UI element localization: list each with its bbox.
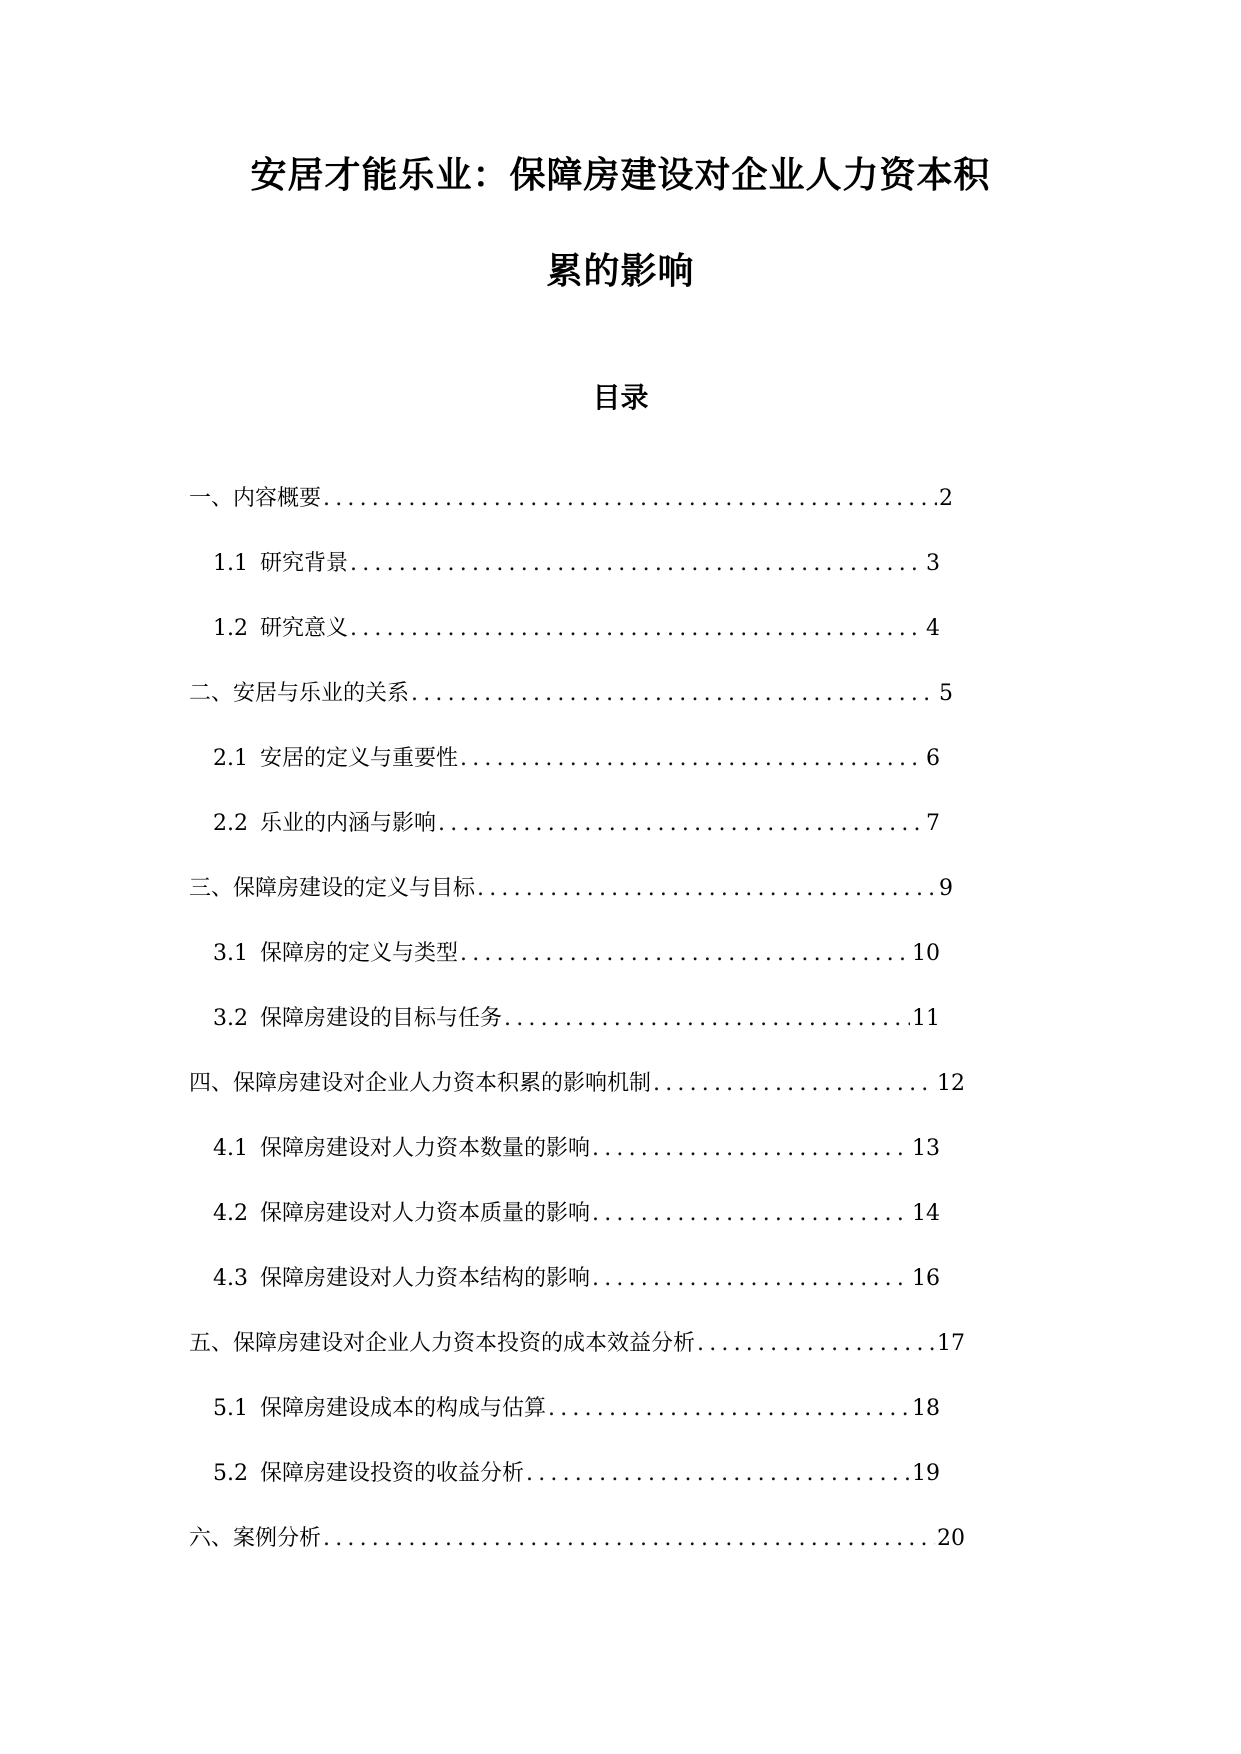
toc-entry-page: 12: [937, 1071, 965, 1096]
toc-entry-label: 研究背景: [260, 551, 349, 576]
toc-entry[interactable]: [213, 1394, 940, 1424]
toc-dot-leader: [323, 484, 937, 514]
toc-entry-label: 保障房建设的目标与任务: [260, 1006, 503, 1031]
toc-entry-page: 17: [937, 1331, 965, 1356]
toc-entry-label: 乐业的内涵与影响: [260, 811, 437, 836]
toc-entry[interactable]: [189, 679, 953, 709]
toc-entry-page: 14: [912, 1201, 940, 1226]
toc-entry-label: 六、案例分析: [189, 1526, 322, 1551]
toc-entry[interactable]: [213, 744, 940, 774]
toc-heading: 目录: [592, 381, 649, 414]
toc-entry-page: 4: [926, 616, 940, 641]
toc-entry-label: 保障房的定义与类型: [260, 941, 459, 966]
toc-dot-leader: [460, 939, 910, 969]
toc-dot-leader: [350, 549, 924, 579]
toc-entry-label: 二、安居与乐业的关系: [189, 681, 410, 706]
toc-entry-number: 2.1: [213, 746, 248, 771]
toc-entry[interactable]: [189, 874, 953, 904]
toc-entry[interactable]: [189, 1069, 965, 1099]
toc-dot-leader: [592, 1264, 910, 1294]
toc-dot-leader: [548, 1394, 910, 1424]
toc-entry-page: 16: [912, 1266, 940, 1291]
toc-entry[interactable]: [213, 1459, 940, 1489]
toc-entry-page: 3: [926, 551, 940, 576]
toc-entry-page: 20: [937, 1526, 965, 1551]
toc-dot-leader: [504, 1004, 910, 1034]
toc-entry-page: 19: [912, 1461, 940, 1486]
toc-entry-number: 4.2: [213, 1201, 248, 1226]
toc-entry-number: 1.2: [213, 616, 248, 641]
toc-entry[interactable]: [213, 939, 940, 969]
toc-entry-page: 7: [926, 811, 940, 836]
toc-entry[interactable]: [213, 809, 940, 839]
toc-entry-page: 18: [912, 1396, 940, 1421]
toc-dot-leader: [526, 1459, 910, 1489]
toc-entry[interactable]: [213, 1134, 940, 1164]
toc-dot-leader: [350, 614, 924, 644]
toc-entry-number: 5.2: [213, 1461, 248, 1486]
toc-entry-label: 保障房建设对人力资本质量的影响: [260, 1201, 591, 1226]
toc-entry-number: 3.1: [213, 941, 248, 966]
toc-entry-number: 5.1: [213, 1396, 248, 1421]
toc-dot-leader: [460, 744, 924, 774]
toc-entry-number: 1.1: [213, 551, 248, 576]
toc-entry-label: 五、保障房建设对企业人力资本投资的成本效益分析: [189, 1331, 696, 1356]
toc-dot-leader: [411, 679, 937, 709]
toc-dot-leader: [592, 1199, 910, 1229]
toc-dot-leader: [438, 809, 924, 839]
toc-entry[interactable]: [213, 1264, 940, 1294]
toc-entry-label: 保障房建设投资的收益分析: [260, 1461, 525, 1486]
toc-entry-label: 三、保障房建设的定义与目标: [189, 876, 476, 901]
toc-entry-number: 4.1: [213, 1136, 248, 1161]
toc-dot-leader: [477, 874, 937, 904]
toc-entry[interactable]: [213, 614, 940, 644]
toc-entry-label: 保障房建设对人力资本结构的影响: [260, 1266, 591, 1291]
toc-entry-label: 保障房建设成本的构成与估算: [260, 1396, 547, 1421]
toc-entry-label: 四、保障房建设对企业人力资本积累的影响机制: [189, 1071, 652, 1096]
toc-entry-page: 11: [912, 1006, 940, 1031]
toc-entry-page: 10: [912, 941, 940, 966]
toc-entry-page: 9: [939, 876, 953, 901]
toc-entry[interactable]: [189, 1524, 965, 1554]
toc-entry-label: 研究意义: [260, 616, 349, 641]
toc-entry-number: 3.2: [213, 1006, 248, 1031]
document-title-line-2: 累的影响: [546, 251, 695, 292]
toc-entry[interactable]: [189, 484, 953, 514]
toc-entry[interactable]: [213, 1004, 940, 1034]
toc-entry-page: 6: [926, 746, 940, 771]
toc-entry-label: 保障房建设对人力资本数量的影响: [260, 1136, 591, 1161]
toc-dot-leader: [653, 1069, 935, 1099]
toc-entry-page: 13: [912, 1136, 940, 1161]
document-title-line-1: 安居才能乐业：保障房建设对企业人力资本积: [250, 155, 991, 196]
toc-entry-page: 5: [939, 681, 953, 706]
toc-entry-number: 2.2: [213, 811, 248, 836]
toc-entry-page: 2: [939, 486, 953, 511]
toc-entry-label: 安居的定义与重要性: [260, 746, 459, 771]
toc-dot-leader: [323, 1524, 935, 1554]
toc-entry[interactable]: [189, 1329, 965, 1359]
toc-entry[interactable]: [213, 1199, 940, 1229]
toc-entry-number: 4.3: [213, 1266, 248, 1291]
toc-entry[interactable]: [213, 549, 940, 579]
toc-dot-leader: [697, 1329, 935, 1359]
toc-dot-leader: [592, 1134, 910, 1164]
toc-entry-label: 一、内容概要: [189, 486, 322, 511]
